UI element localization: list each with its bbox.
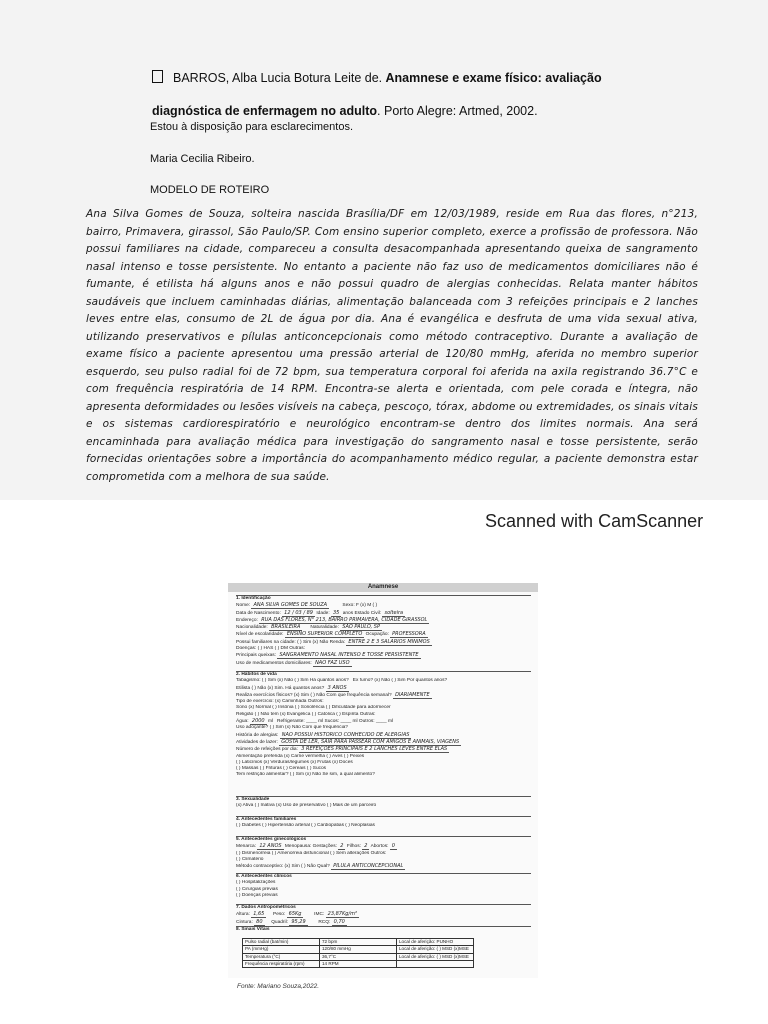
section-title: MODELO DE ROTEIRO <box>150 184 270 196</box>
form-field: 0,70 <box>333 918 345 925</box>
form-field: 1,65 <box>253 911 265 918</box>
section-clinicos: 6. Antecedentes clínicos ( ) Hospitalizações ( ) Cirurgias prévias ( ) Doenças prévias <box>236 873 531 899</box>
form-field <box>236 911 531 918</box>
form-field: solteira <box>384 609 404 616</box>
form-field: GOSTA DE LER, SAIR PARA PASSEAR COM AMIGOS E ANIMAIS, VIAGENS <box>281 738 460 745</box>
form-field: 12 ANOS <box>259 843 282 850</box>
form-field: Número de refeições por dia: <box>236 747 298 753</box>
table-cell: PA (mmHg) <box>243 946 320 953</box>
form-field: Quadril: <box>271 919 288 925</box>
form-field: BRASILEIRA <box>271 624 301 631</box>
form-field: NÃO FAZ USO <box>315 659 350 666</box>
form-field <box>236 602 531 609</box>
form-field: 65Kg <box>288 911 302 918</box>
form-field: DIARIAMENTE <box>395 691 430 698</box>
section-identificacao: 1. Identificação Nome: ANA SILVA GOMES DE SOUZA Sexo: F (x) M ( ) Data de Nascimento: 12 / 03 / 89 Idade: 35 anos Estado Civil: solteira Endereço: RUA DAS FLORES, N° 213, BAIRRO PRIMAVERA, CIDADE GIRASSOL Nacionalidade: BRASILEIRA Naturalidade: SÃO PAULO, SP Nível de escolaridade: ENSINO SUPERIOR COMPLETO Ocupação: PROFESSORA Possui familiares na cidade: ( ) Sim (x) Não Renda: ENTRE 2 E 3 SALÁRIOS MÍNIMOS Doenças: ( ) HAS ( ) DM Outras: Principais queixas: SANGRAMENTO NASAL INTENSO E TOSSE PERSISTENTE Uso de medicamentos domiciliares: NÃO FAZ USO <box>236 595 531 667</box>
form-field: 12 / 03 / 89 <box>284 609 313 616</box>
form-field: Sono (x) Normal ( ) Insônia ( ) Sonolência ( ) Dificuldade para adormecer <box>236 705 391 711</box>
table-cell: 14 RPM <box>320 960 397 967</box>
scanned-page-top <box>0 0 768 500</box>
camscanner-watermark: Scanned with CamScanner <box>485 511 704 531</box>
form-field <box>236 746 531 753</box>
form-field: RUA DAS FLORES, N° 213, BAIRRO PRIMAVERA, CIDADE GIRASSOL <box>261 616 428 623</box>
form-field <box>236 863 531 870</box>
section-ginecologicos: 5. Antecedentes ginecológicos Menarca: 12 ANOS Menopausa: Gestações: 2 Filhos: 2 Abortos: 0 ( ) Dismenorreia ( ) Amenorreia disfuncional ( ) Sem alterações Outros: ( ) Climatério Método contraceptivo: (x) Sim ( ) Não Qual? PÍLULA ANTICONCEPCIONAL <box>236 836 531 870</box>
form-field: PROFESSORA <box>392 631 426 638</box>
table-cell: Pulso radial (bat/min) <box>243 939 320 946</box>
form-field: Nacionalidade: <box>236 625 268 631</box>
form-field: Local de aferição: <box>399 939 436 944</box>
form-field: 95,29 <box>291 918 306 925</box>
form-field <box>236 732 531 739</box>
form-field: ( ) Diabetes ( ) Hipertensão arterial ( ) Cardiopatias ( ) Neoplasias <box>236 823 375 829</box>
vital-signs-table <box>242 938 474 968</box>
anamnese-form <box>228 583 538 978</box>
section-sexualidade: 3. Sexualidade (x) Ativa ( ) Inativa (x) Uso de preservativo ( ) Mais de um parceiro <box>236 796 531 810</box>
form-field <box>236 843 531 850</box>
section-antecedentes-familiares: 4. Antecedentes familiares ( ) Diabetes ( ) Hipertensão arterial ( ) Cardiopatias ( ) Neoplasias <box>236 816 531 830</box>
bullet-square-icon <box>152 70 163 83</box>
form-field: Tabagismo: ( ) Sim (x) Não ( ) Sim Há quantos anos? <box>236 678 349 684</box>
form-field: 35 <box>333 609 340 616</box>
form-field: Cintura: <box>236 919 253 925</box>
form-field: ( ) Dismenorreia ( ) Amenorreia disfuncional ( ) Sem alterações Outros: <box>236 850 387 856</box>
form-field: ENTRE 2 E 3 SALÁRIOS MÍNIMOS <box>348 638 430 645</box>
form-field: 23,87Kg/m² <box>327 911 357 918</box>
form-field: SANGRAMENTO NASAL INTENSO E TOSSE PERSISTENTE <box>279 652 419 659</box>
form-field: Altura: <box>236 912 250 918</box>
table-cell: 36,7°C <box>320 953 397 960</box>
table-row <box>243 960 474 967</box>
table-row <box>243 939 474 946</box>
form-field: Refrigerante: ____ ml Sucos: ____ ml Outros: ____ ml <box>277 719 394 725</box>
form-field <box>236 692 531 699</box>
handwritten-case-text: Ana Silva Gomes de Souza, solteira nascida Brasília/DF em 12/03/1989, reside em Rua das flores, n°213, bairro, Primavera, girassol, São Paulo/SP. Com ensino superior completo, exerce a profissão de professora. Não possui familiares na cidade, compareceu a consulta desacompanhada apresentando queixa de sangramento nasal intenso e tosse persistente. No entanto a paciente não faz uso de medicamentos domiciliares não é fumante, é etilista há alguns anos e não possui quadro de alergias conhecidas. Relata manter hábitos saudáveis que incluem caminhadas diárias, alimentação balanceada com 3 refeições principais e 2 lanches leves entre elas, consumo de 2L de água por dia. Ana é evangélica e desfruta de uma vida sexual ativa, utilizando preservativos e pílulas anticoncepcionais como método contraceptivo. Durante a avaliação de exame físico a paciente apresentou uma pressão arterial de 120/80 mmHg, aferida no membro superior esquerdo, seu pulso radial foi de 72 bpm, sua temperatura corporal foi aferida na axila registrando 36.7°C e com frequência respiratória de 14 RPM. Encontra-se alerta e orientada, com pele corada e íntegra, não apresenta deformidades ou lesões visíveis na cabeça, pescoço, tórax, abdome ou extremidades, os sinais vitais e os sistemas cardiorespiratório e neurológico encontram-se dentro dos limites normais. Ana será encaminhada para avaliação médica para investigação do sangramento nasal e tosse persistente, serão fornecidas orientações sobre a importância do acompanhamento médico regular, a paciente demonstra estar comprometida com a melhora de sua saúde. <box>86 208 698 483</box>
form-field: 2 <box>340 843 344 850</box>
form-field: Idade: <box>316 610 330 616</box>
form-field: Menopausa: <box>284 844 312 850</box>
form-field: ( ) Laticínios (x) Verduras/legumes (x) Frutas (x) Doces <box>236 759 353 765</box>
form-field: Estado Civil: <box>354 610 382 616</box>
section-habitos: 2. Hábitos de vida Tabagismo: ( ) Sim (x) Não ( ) Sim Há quantos anos? Ex fumo? (x) Não ( ) Sim Por quantos anos? Etilista ( ) Não (x) Sim. Há quantos anos? 3 ANOS Realiza exercícios físicos? (x) Sim ( ) Não Com que frequência semanal? DIARIAMENTE Tipo de exercício: (x) Caminhada Outros: Sono (x) Normal ( ) Insônia ( ) Sonolência ( ) Dificuldade para adormecer Religião ( ) Não tem (x) Evangélica ( ) Católica ( ) Espírita Outras: Água: 2000 ml Refrigerante: ____ ml Sucos: ____ ml Outros: ____ ml Uso adoçante? ( ) Sim (x) Não Com que frequência? História de alergias: NÃO POSSUI HISTÓRICO CONHECIDO DE ALERGIAS Atividades de lazer: GOSTA DE LER, SAIR PARA PASSEAR COM AMIGOS E ANIMAIS, VIAGENS Número de refeições por dia: 3 REFEIÇÕES PRINCIPAIS E 2 LANCHES LEVES ENTRE ELAS Alimentação preferida (x) Carne vermelha ( ) Aves ( ) Peixes ( ) Laticínios (x) Verduras/legumes (x) Frutas (x) Doces ( ) Massas ( ) Frituras ( ) Cereais ( ) Sucos Tem restrição alimentar? ( ) Sim (x) Não Se sim, a qual alimento? <box>236 671 531 779</box>
form-field: PÍLULA ANTICONCEPCIONAL <box>333 863 404 870</box>
form-field <box>236 617 531 624</box>
form-field: 3 REFEIÇÕES PRINCIPAIS E 2 LANCHES LEVES ENTRE ELAS <box>301 746 448 753</box>
form-field <box>236 739 531 746</box>
form-field: IMC: <box>314 912 325 918</box>
form-field: ENSINO SUPERIOR COMPLETO <box>286 631 363 638</box>
form-field: 3 ANOS <box>327 684 347 691</box>
form-field <box>236 685 531 692</box>
form-field: 2 <box>364 843 368 850</box>
form-field: ( ) Massas ( ) Frituras ( ) Cereais ( ) Sucos <box>236 766 327 772</box>
table-row <box>243 953 474 960</box>
form-field: PUNHO <box>436 939 454 944</box>
form-field <box>236 610 531 617</box>
form-field: NÃO POSSUI HISTÓRICO CONHECIDO DE ALERGIAS <box>281 731 410 738</box>
form-field: Endereço: <box>236 617 258 623</box>
form-field <box>236 639 531 646</box>
form-field: Doenças: ( ) HAS ( ) DM Outras: <box>236 646 306 652</box>
form-field: Alimentação preferida (x) Carne vermelha ( ) Aves ( ) Peixes <box>236 753 365 759</box>
form-field: Tem restrição alimentar? ( ) Sim (x) Não Se sim, a qual alimento? <box>236 772 375 778</box>
form-field: Nível de escolaridade: <box>236 632 284 638</box>
table-cell: Frequência respiratória (rpm) <box>243 960 320 967</box>
form-field: Gestações: <box>312 844 337 850</box>
form-field: (x) Ativa ( ) Inativa (x) Uso de preservativo ( ) Mais de um parceiro <box>236 803 377 809</box>
form-field: ( ) Climatério <box>236 856 264 862</box>
form-field <box>236 624 531 631</box>
form-field <box>236 631 531 638</box>
form-field: História de alergias: <box>236 732 279 738</box>
form-field: ( ) Doenças prévias <box>236 892 278 898</box>
form-field <box>236 718 531 725</box>
form-field: ANA SILVA GOMES DE SOUZA <box>253 602 328 609</box>
table-cell: Local de aferição: ( ) MSD (x)MSE <box>397 946 474 953</box>
table-cell <box>397 960 474 967</box>
table-row <box>243 946 474 953</box>
form-field: 0 <box>391 843 395 850</box>
form-field: Religião ( ) Não tem (x) Evangélica ( ) Católica ( ) Espírita Outras: <box>236 711 376 717</box>
form-field: ( ) Sim (x) Não <box>297 639 329 645</box>
form-field: Tipo de exercício: (x) Caminhada Outros: <box>236 699 324 705</box>
form-field: Água: <box>236 719 249 725</box>
form-field: Peso: <box>273 912 286 918</box>
table-cell <box>397 939 474 946</box>
form-field: ( ) Hospitalizações <box>236 880 276 886</box>
bibliographic-reference: BARROS, Alba Lucia Botura Leite de. Anamnese e exame físico: avaliação diagnóstica de enfermagem no adulto. Porto Alegre: Artmed, 2002. <box>152 71 602 118</box>
form-field: 2000 <box>251 718 265 725</box>
table-cell: 72 bpm <box>320 939 397 946</box>
form-field: 80 <box>256 918 263 925</box>
form-field: Menarca: <box>236 844 256 850</box>
table-cell: 120/80 mmHg <box>320 946 397 953</box>
form-field: Data de Nascimento: <box>236 610 281 616</box>
section-antropometricos: 7. Dados Antropométricos Altura: 1,65 Peso: 65Kg IMC: 23,87Kg/m² Cintura: 80 Quadril: 95,29 RCQ: 0,70 8. Sinais Vitais <box>236 904 531 933</box>
form-field: Filhos: <box>346 844 361 850</box>
form-field: Abortos: <box>370 844 389 850</box>
table-cell: Local de aferição: ( ) MSD (x)MSE <box>397 953 474 960</box>
form-field: SÃO PAULO, SP <box>342 624 380 631</box>
form-field: Etilista ( ) Não (x) Sim. Há quantos anos? <box>236 685 325 691</box>
form-field: Método contraceptivo: (x) Sim ( ) Não Qual? <box>236 864 330 870</box>
form-field <box>236 660 531 667</box>
form-field: Nome: <box>236 603 251 609</box>
source-note: Fonte: Mariano Souza,2022. <box>237 983 320 990</box>
form-field: Sexo: F (x) M ( ) <box>342 603 378 609</box>
form-field: Possui familiares na cidade: <box>236 639 296 645</box>
form-title: Anamnese <box>228 583 538 592</box>
form-field: Uso adoçante? ( ) Sim (x) Não Com que frequência? <box>236 725 348 731</box>
form-field: Ex fumo? (x) Não ( ) Sim Por quantos anos? <box>352 678 448 684</box>
form-field: anos <box>342 610 354 616</box>
form-field: Realiza exercícios físicos? (x) Sim ( ) Não <box>236 692 326 698</box>
form-field: Principais queixas: <box>236 653 276 659</box>
signature-name: Maria Cecilia Ribeiro. <box>150 153 255 165</box>
form-field: Uso de medicamentos domiciliares: <box>236 660 312 666</box>
closing-line: Estou à disposição para esclarecimentos. <box>150 121 353 133</box>
form-field <box>236 919 531 926</box>
form-field: Naturalidade: <box>310 625 339 631</box>
form-field: ml <box>267 719 274 725</box>
form-field: Com que frequência semanal? <box>326 692 392 698</box>
form-field: Ocupação: <box>365 632 389 638</box>
form-field: Renda: <box>329 639 346 645</box>
form-field: Atividades de lazer: <box>236 739 278 745</box>
table-cell: Temperatura (°C) <box>243 953 320 960</box>
form-field: RCQ: <box>318 919 331 925</box>
form-field <box>236 652 531 659</box>
form-field: ( ) Cirurgias prévias <box>236 886 278 892</box>
